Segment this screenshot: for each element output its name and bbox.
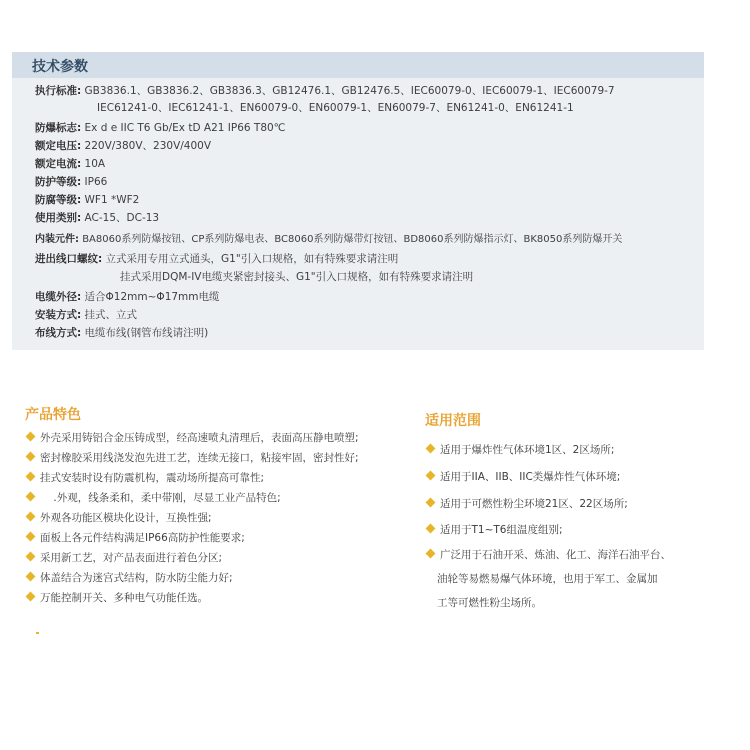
application-item: 适用于IIA、IIB、IIC类爆炸性气体环境; <box>427 469 620 485</box>
applications-title: 适用范围 <box>425 413 481 429</box>
spec-row-standard: 执行标准: GB3836.1、GB3836.2、GB3836.3、GB12476.1、GB12476.5、IEC60079-0、IEC60079-1、IEC60079-7 <box>35 85 615 97</box>
application-item: 适用于爆炸性气体环境1区、2区场所; <box>427 442 614 458</box>
spec-row-anticorrosion: 防腐等级: WF1 *WF2 <box>35 194 140 206</box>
feature-item: 万能控制开关、多种电气功能任选。 <box>27 590 208 606</box>
spec-row-ex-mark: 防爆标志: Ex d e IIC T6 Gb/Ex tD A21 IP66 T80℃ <box>35 122 286 134</box>
spec-panel <box>12 52 704 350</box>
feature-item: 采用新工艺，对产品表面进行着色分区; <box>27 550 222 566</box>
application-item-cont: 工等可燃性粉尘场所。 <box>437 597 542 609</box>
feature-item: 体盖结合为迷宫式结构，防水防尘能力好; <box>27 570 233 586</box>
diamond-bullet-icon <box>426 524 436 534</box>
diamond-bullet-icon <box>26 512 36 522</box>
spec-header <box>12 52 704 78</box>
spec-row-install: 安装方式: 挂式、立式 <box>35 309 138 321</box>
feature-item: 密封橡胶采用线浇发泡先进工艺，连续无接口，粘接牢固，密封性好; <box>27 450 359 466</box>
application-item-cont: 油轮等易燃易爆气体环境，也用于军工、金属加 <box>437 573 658 585</box>
diamond-bullet-icon <box>26 572 36 582</box>
diamond-bullet-icon <box>426 549 436 559</box>
diamond-bullet-icon <box>26 472 36 482</box>
diamond-bullet-icon <box>426 444 436 454</box>
spec-row-thread-cont: 挂式采用DQM-IV电缆夹紧密封接头、G1"引入口规格，如有特殊要求请注明 <box>120 271 474 283</box>
diamond-bullet-icon <box>26 492 36 502</box>
diamond-bullet-icon <box>426 471 436 481</box>
feature-item: 挂式安装时设有防震机构，震动场所提高可靠性; <box>27 470 264 486</box>
diamond-bullet-icon <box>26 532 36 542</box>
diamond-bullet-icon <box>426 498 436 508</box>
application-item: 适用于T1~T6组温度组别; <box>427 522 563 538</box>
spec-row-voltage: 额定电压: 220V/380V、230V/400V <box>35 140 212 152</box>
feature-item: 外观各功能区模块化设计，互换性强; <box>27 510 212 526</box>
spec-row-current: 额定电流: 10A <box>35 158 106 170</box>
diamond-bullet-icon <box>26 592 36 602</box>
decorative-mark <box>36 632 39 634</box>
features-title: 产品特色 <box>25 407 81 423</box>
spec-row-cable: 电缆外径: 适合Φ12mm~Φ17mm电缆 <box>35 291 220 303</box>
diamond-bullet-icon <box>26 452 36 462</box>
application-item: 适用于可燃性粉尘环境21区、22区场所; <box>427 496 628 512</box>
spec-row-category: 使用类别: AC-15、DC-13 <box>35 212 160 224</box>
spec-title: 技术参数 <box>32 59 88 75</box>
application-item: 广泛用于石油开采、炼油、化工、海洋石油平台、 <box>427 547 671 563</box>
spec-row-standard-cont: IEC61241-0、IEC61241-1、EN60079-0、EN60079-1、EN60079-7、EN61241-0、EN61241-1 <box>97 102 574 114</box>
feature-item: 面板上各元件结构满足IP66高防护性能要求; <box>27 530 245 546</box>
spec-row-wiring: 布线方式: 电缆布线(钢管布线请注明) <box>35 327 209 339</box>
feature-item: 外壳采用铸铝合金压铸成型，经高速喷丸清理后，表面高压静电喷塑; <box>27 430 359 446</box>
diamond-bullet-icon <box>26 432 36 442</box>
feature-item: .外观，线条柔和，柔中带刚，尽显工业产品特色; <box>27 490 281 506</box>
spec-row-thread: 进出线口螺纹: 立式采用专用立式通头，G1"引入口规格，如有特殊要求请注明 <box>35 253 399 265</box>
diamond-bullet-icon <box>26 552 36 562</box>
spec-row-protection: 防护等级: IP66 <box>35 176 108 188</box>
spec-row-components: 内装元件: BA8060系列防爆按钮、CP系列防爆电表、BC8060系列防爆带灯按钮、BD8060系列防爆指示灯、BK8050系列防爆开关 <box>35 234 623 245</box>
